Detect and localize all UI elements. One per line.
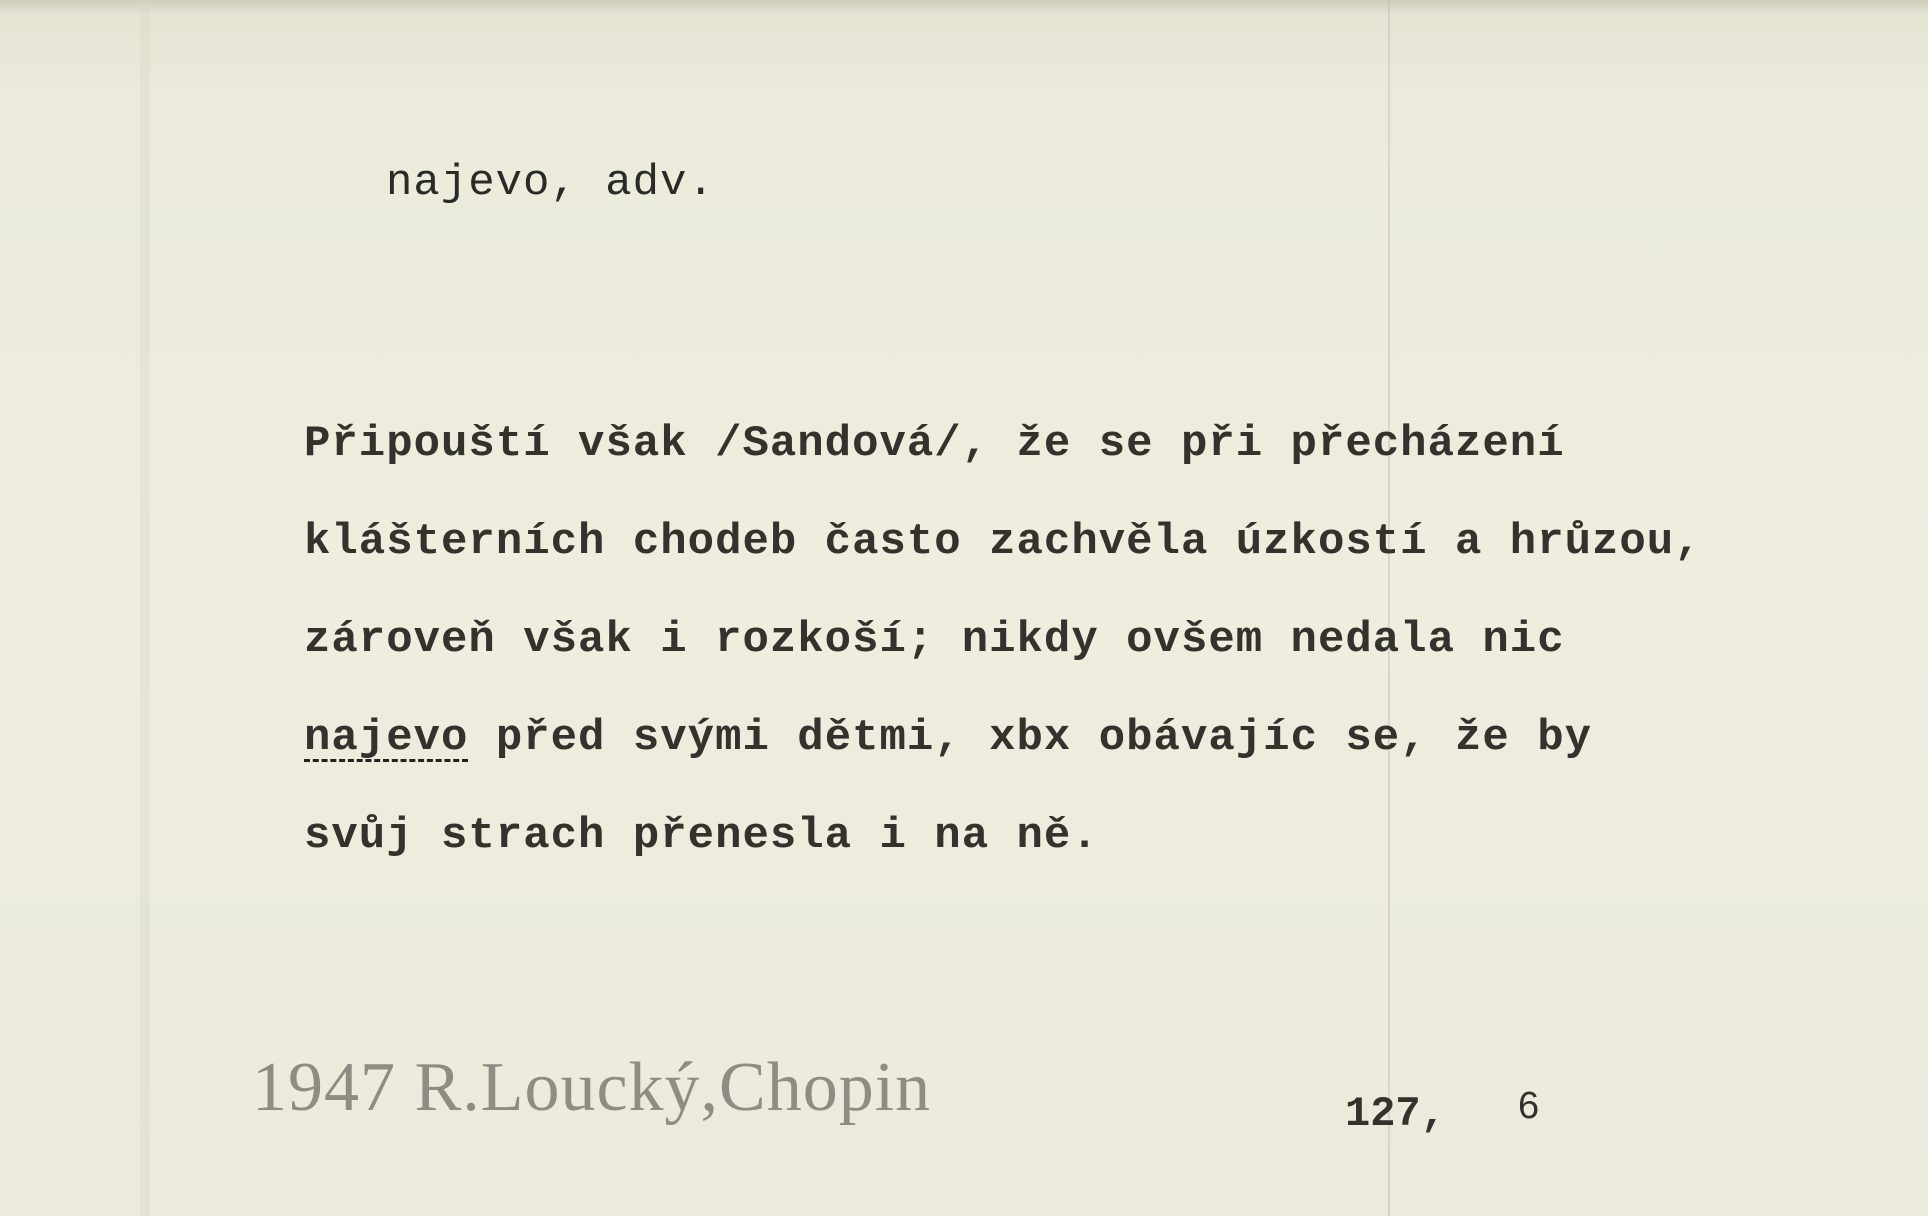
headword: najevo, adv. — [386, 158, 715, 208]
quote-line-4-after: před svými dětmi, xbx obávajíc se, že by — [468, 713, 1593, 763]
quote-line-1: Připouští však /Sandová/, že se při přecházení — [304, 419, 1565, 469]
line-reference: 6 — [1518, 1085, 1540, 1127]
card-top-shadow — [0, 0, 1928, 14]
quote-line-2: klášterních chodeb často zachvěla úzkostí a hrůzou, — [304, 517, 1702, 567]
card-left-band — [140, 0, 150, 1216]
quote-line-5: svůj strach přenesla i na ně. — [304, 811, 1099, 861]
quotation — [304, 395, 1904, 885]
quote-line-3: zároveň však i rozkoší; nikdy ovšem nedala nic — [304, 615, 1565, 665]
underlined-headword: najevo — [304, 713, 469, 763]
quote-line-4 — [304, 689, 1904, 787]
source-stamp: 1947 R.Loucký,Chopin — [252, 1049, 932, 1126]
page-reference: 127, — [1345, 1090, 1446, 1138]
